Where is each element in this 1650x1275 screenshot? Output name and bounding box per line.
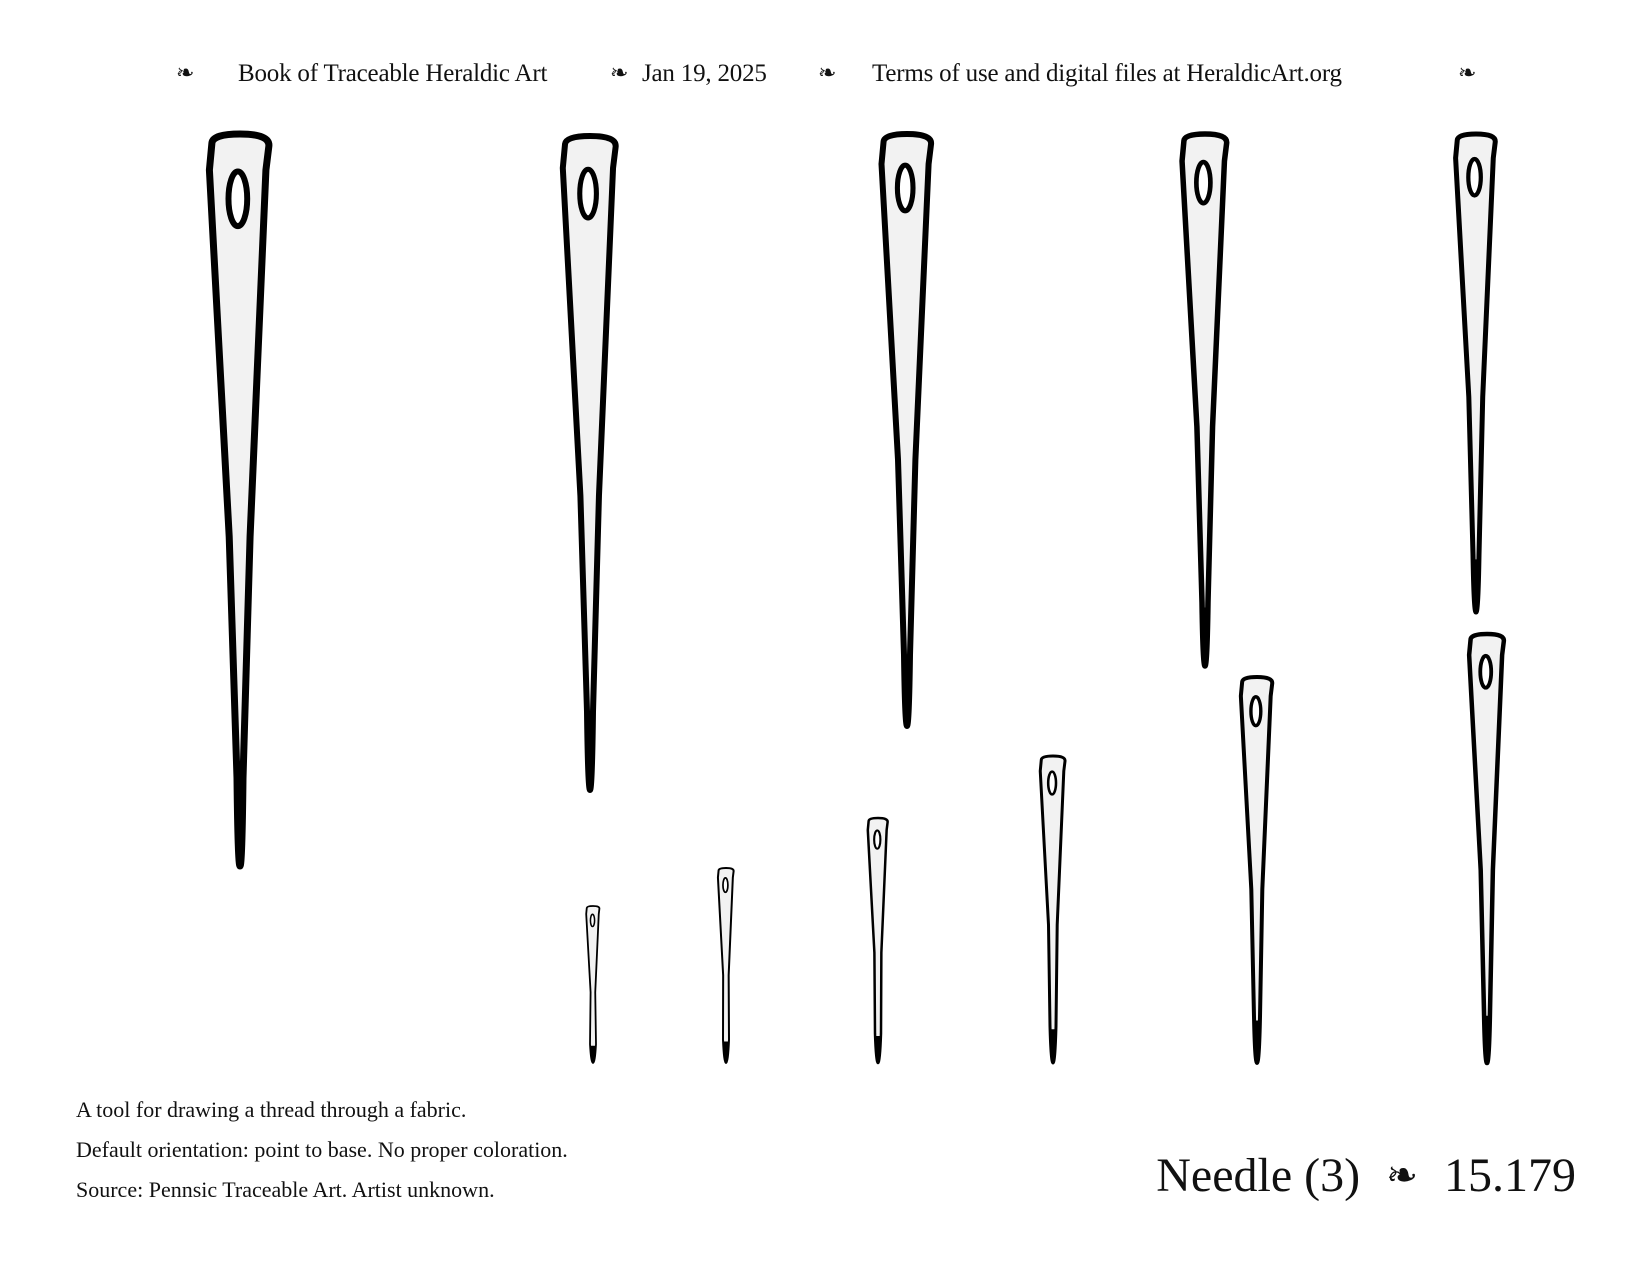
needle-shaft [718, 868, 734, 1063]
plate-number: 15.179 [1444, 1148, 1576, 1202]
needle-shaft [586, 906, 599, 1063]
needle-eye [874, 830, 880, 848]
header-fleuron-2: ❧ [610, 60, 629, 85]
needle-eye [897, 165, 913, 211]
needle-7 [718, 868, 734, 1063]
needle-shaft [1456, 134, 1496, 612]
needle-eye [1480, 656, 1491, 688]
needle-3 [882, 134, 932, 726]
needle-5 [1456, 134, 1496, 612]
needle-6 [586, 906, 599, 1063]
header-date: Jan 19, 2025 [642, 60, 767, 87]
title-fleuron: ❧ [1386, 1154, 1418, 1197]
caption-source: Source: Pennsic Traceable Art. Artist unknown. [76, 1177, 495, 1202]
needle-shaft [209, 134, 269, 866]
needle-shaft [1182, 134, 1227, 666]
needle-shaft [882, 134, 932, 726]
caption-block [76, 1090, 568, 1210]
caption-orientation: Default orientation: point to base. No proper coloration. [76, 1137, 568, 1162]
header-fleuron-1: ❧ [176, 60, 195, 85]
needle-10 [1241, 677, 1272, 1063]
needle-eye [590, 914, 594, 926]
needle-8 [868, 818, 888, 1063]
needle-eye [1196, 162, 1210, 203]
terms-of-use: Terms of use and digital files at HeraldicArt.org [872, 60, 1342, 87]
needle-11 [1469, 634, 1504, 1063]
book-title: Book of Traceable Heraldic Art [238, 60, 548, 87]
needle-shaft [1040, 756, 1065, 1063]
charge-name: Needle (3) [1156, 1148, 1361, 1202]
plate-title [1156, 1140, 1576, 1210]
needle-9 [1040, 756, 1065, 1063]
needle-eye [723, 878, 728, 892]
needle-shaft [1241, 677, 1272, 1063]
needle-1 [209, 134, 269, 866]
needle-eye [1251, 697, 1261, 726]
needle-shaft [1469, 634, 1504, 1063]
needle-4 [1182, 134, 1227, 666]
needle-eye [1468, 159, 1480, 195]
needle-shaft [868, 818, 888, 1063]
needle-eye [580, 169, 597, 218]
needle-eye [1048, 772, 1056, 795]
needle-eye [228, 171, 247, 226]
header-fleuron-3: ❧ [818, 60, 837, 85]
needle-2 [563, 136, 616, 790]
needle-shaft [563, 136, 616, 790]
caption-description: A tool for drawing a thread through a fabric. [76, 1097, 467, 1122]
header-fleuron-4: ❧ [1458, 60, 1477, 85]
